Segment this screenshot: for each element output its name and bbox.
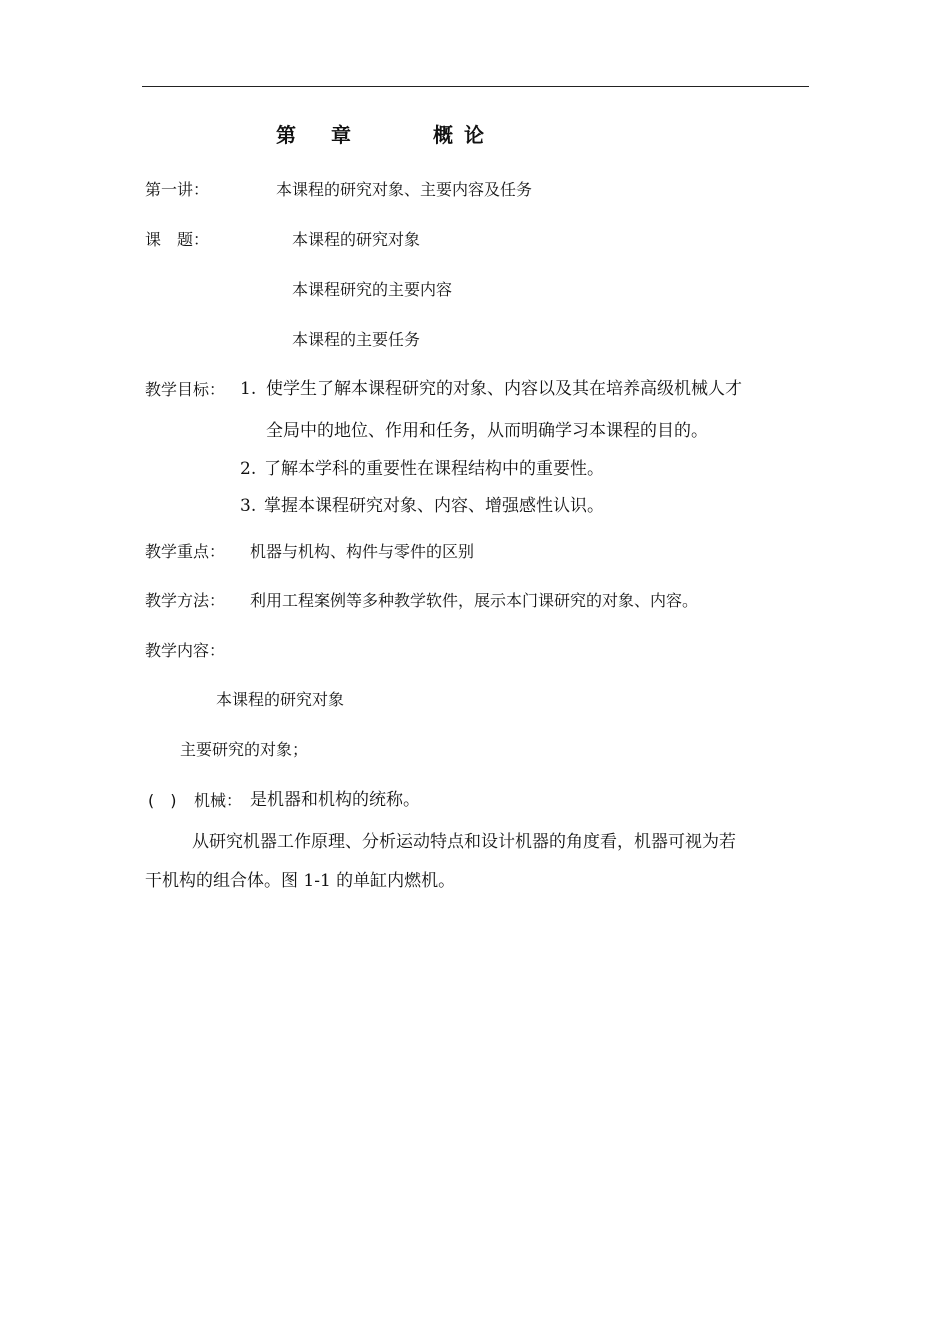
key-points-label: 教学重点： <box>145 542 226 561</box>
topic-item: 本课程的研究对象 <box>292 230 421 249</box>
key-points-text: 机器与机构、构件与零件的区别 <box>250 542 475 561</box>
section-title: 本课程的研究对象 <box>216 690 345 709</box>
lecture-label: 第一讲： <box>145 180 210 199</box>
methods-label: 教学方法： <box>145 591 226 610</box>
objective-text: 了解本学科的重要性在课程结构中的重要性。 <box>264 459 604 479</box>
lecture-title: 本课程的研究对象、主要内容及任务 <box>276 180 533 199</box>
chapter-title: 概 论 <box>433 123 486 147</box>
paragraph-line: 从研究机器工作原理、分析运动特点和设计机器的角度看，机器可视为若 <box>192 832 736 852</box>
objective-number: 3. <box>240 496 257 516</box>
topics-label: 课 题： <box>145 230 210 249</box>
subsection-title: 主要研究的对象； <box>180 740 309 759</box>
item-text: 是机器和机构的统称。 <box>250 790 420 810</box>
methods-text: 利用工程案例等多种教学软件，展示本门课研究的对象、内容。 <box>250 591 699 610</box>
objective-text: 掌握本课程研究对象、内容、增强感性认识。 <box>264 496 604 516</box>
objective-number: 1. <box>240 379 257 399</box>
chapter-word: 章 <box>331 123 353 147</box>
item-term: 机械： <box>194 791 243 810</box>
objective-text: 使学生了解本课程研究的对象、内容以及其在培养高级机械人才 <box>266 379 742 399</box>
topic-item: 本课程的主要任务 <box>292 330 421 349</box>
objective-number: 2. <box>240 459 257 479</box>
header-rule <box>142 86 809 87</box>
paragraph-line: 干机构的组合体。图 1-1 的单缸内燃机。 <box>145 871 456 891</box>
item-paren: ( ) <box>148 791 177 810</box>
chapter-prefix: 第 <box>276 123 298 147</box>
objectives-label: 教学目标： <box>145 380 226 399</box>
objective-text-continued: 全局中的地位、作用和任务，从而明确学习本课程的目的。 <box>266 421 708 441</box>
topic-item: 本课程研究的主要内容 <box>292 280 453 299</box>
content-label: 教学内容： <box>145 641 226 660</box>
